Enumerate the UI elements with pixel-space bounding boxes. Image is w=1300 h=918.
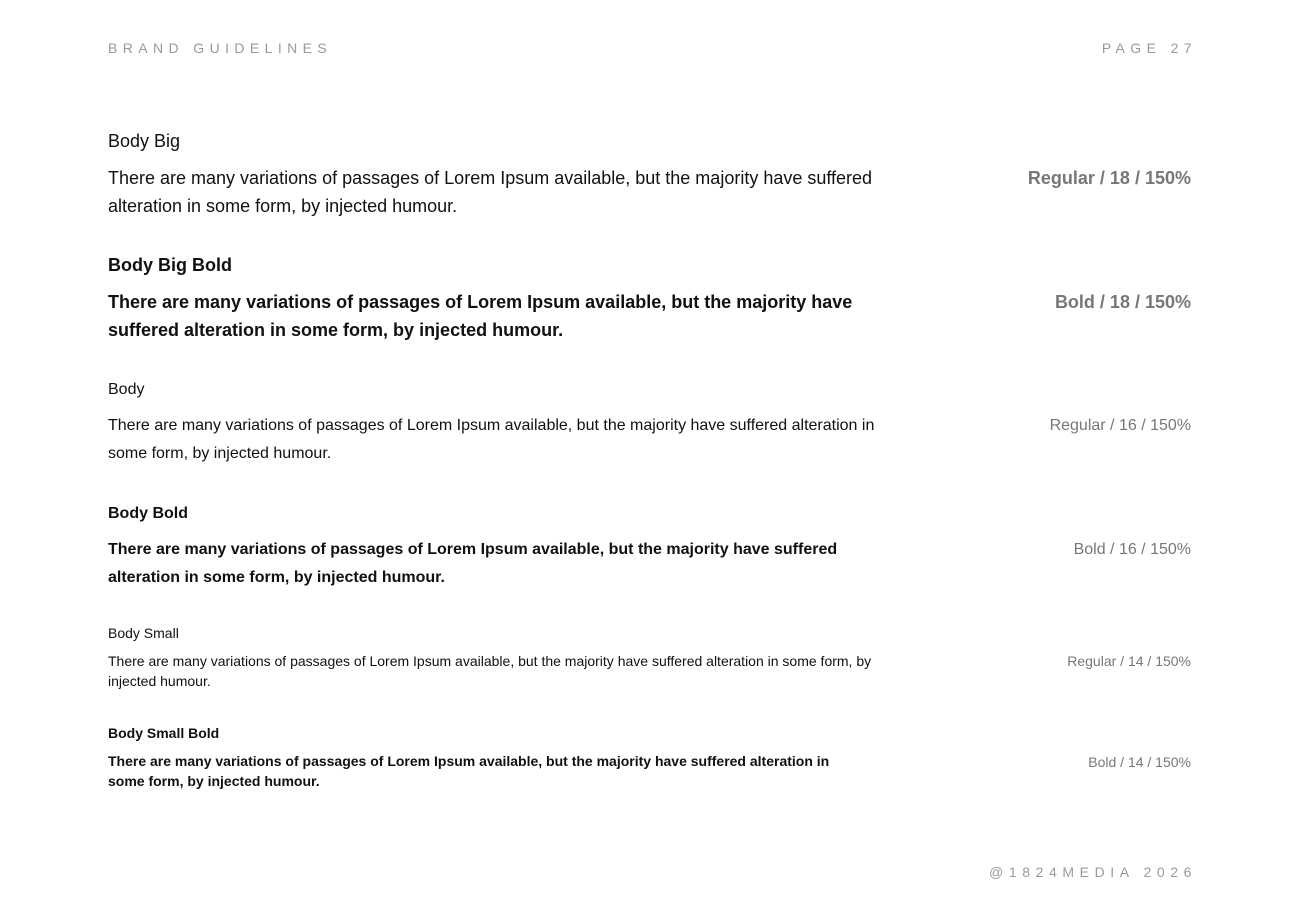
style-name: Body Bold [108,505,188,522]
style-sample-text: There are many variations of passages of Lorem Ipsum available, but the majority have suffered alteration in some form, by injected humour. [108,168,873,216]
style-name: Body Big [108,131,181,151]
page-number: PAGE 27 [1101,40,1197,56]
type-style-body-big [108,128,1191,216]
style-sample-text: There are many variations of passages of Lorem Ipsum available, but the majority have suffered alteration in some form, by injected humour. [108,292,853,340]
style-spec: Bold / 16 / 150% [1073,541,1191,558]
type-style-body-bold [108,502,1191,586]
brand-guidelines-header: BRAND GUIDELINES [108,40,333,56]
footer-credit: @1824MEDIA 2026 [989,864,1197,880]
type-style-body-big-bold [108,252,1191,340]
style-spec: Regular / 18 / 150% [1027,168,1191,188]
style-spec: Bold / 18 / 150% [1054,292,1191,312]
type-style-body-small [108,623,1191,689]
style-name: Body Big Bold [108,255,232,275]
type-style-body [108,378,1191,462]
style-sample-text: There are many variations of passages of Lorem Ipsum available, but the majority have suffered alteration in some form, by injected humour. [108,753,830,789]
style-name: Body Small [108,625,179,641]
style-spec: Bold / 14 / 150% [1088,754,1191,770]
style-spec: Regular / 16 / 150% [1049,417,1191,434]
style-name: Body Small Bold [108,725,220,741]
style-sample-text: There are many variations of passages of Lorem Ipsum available, but the majority have suffered alteration in some form, by injected humour. [108,653,872,689]
style-sample-text: There are many variations of passages of Lorem Ipsum available, but the majority have suffered alteration in some form, by injected humour. [108,541,838,586]
type-style-body-small-bold [108,723,1191,789]
style-name: Body [108,381,145,398]
style-sample-text: There are many variations of passages of Lorem Ipsum available, but the majority have suffered alteration in some form, by injected humour. [108,417,875,462]
style-spec: Regular / 14 / 150% [1067,653,1191,669]
